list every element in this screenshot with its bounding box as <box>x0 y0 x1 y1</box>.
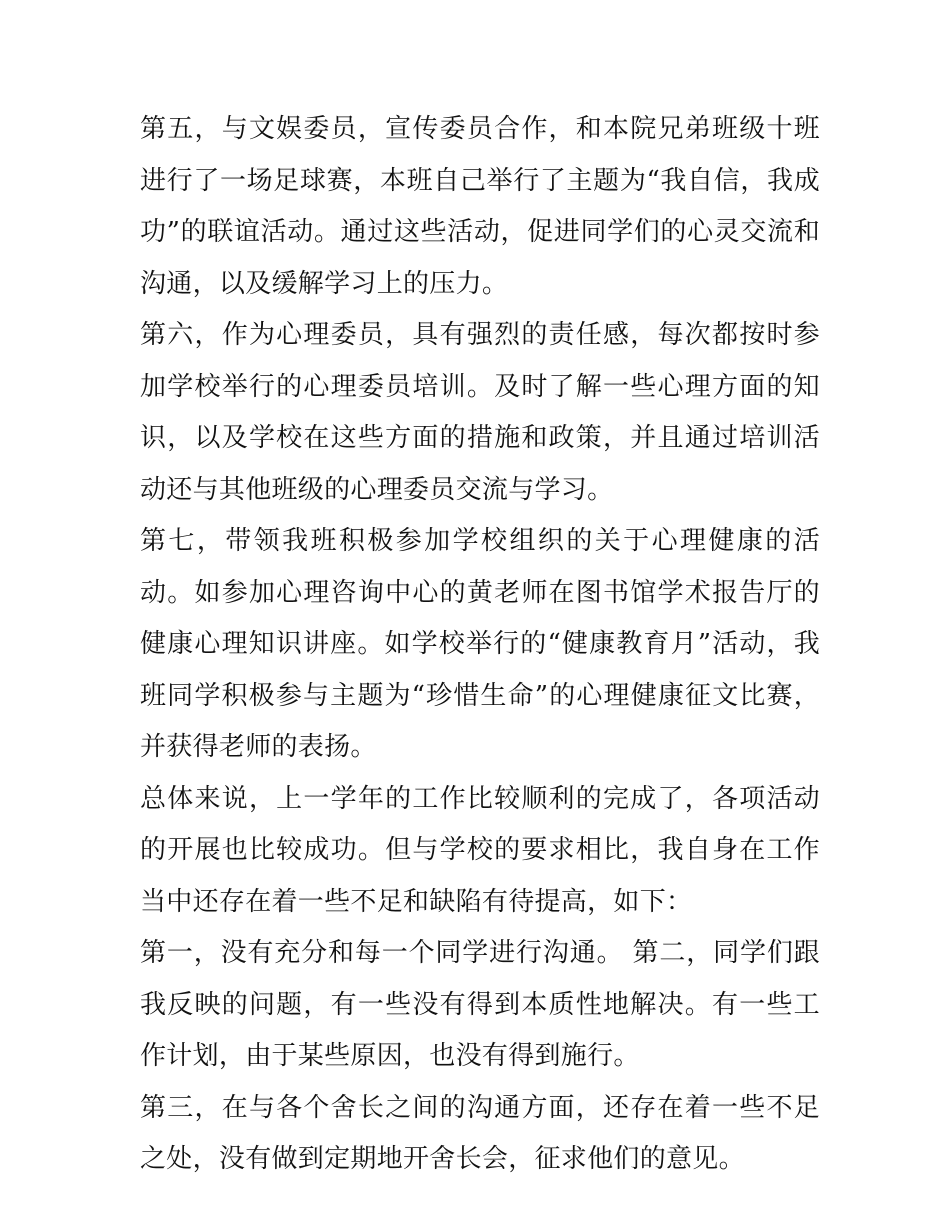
document-body <box>140 104 820 1186</box>
paragraph-shortcomings-one-two: 第一，没有充分和每一个同学进行沟通。 第二，同学们跟我反映的问题，有一些没有得到本质性地解决。有一些工作计划，由于某些原因，也没有得到施行。 <box>140 938 820 1071</box>
paragraph-seventh-point: 第七，带领我班积极参加学校组织的关于心理健康的活动。如参加心理咨询中心的黄老师在图书馆学术报告厅的健康心理知识讲座。如学校举行的“健康教育月”活动，我班同学积极参与主题为“珍惜生命”的心理健康征文比赛，并获得老师的表扬。 <box>140 526 820 762</box>
paragraph-sixth-point: 第六，作为心理委员，具有强烈的责任感，每次都按时参加学校举行的心理委员培训。及时了解一些心理方面的知识，以及学校在这些方面的措施和政策，并且通过培训活动还与其他班级的心理委员交流与学习。 <box>140 320 820 505</box>
paragraph-summary: 总体来说，上一学年的工作比较顺利的完成了，各项活动的开展也比较成功。但与学校的要求相比，我自身在工作当中还存在着一些不足和缺陷有待提高，如下： <box>140 783 820 917</box>
paragraph-fifth-point: 第五，与文娱委员，宣传委员合作，和本院兄弟班级十班进行了一场足球赛，本班自己举行了主题为“我自信，我成功”的联谊活动。通过这些活动，促进同学们的心灵交流和沟通，以及缓解学习上的压力。 <box>140 114 820 299</box>
paragraph-shortcoming-three: 第三，在与各个舍长之间的沟通方面，还存在着一些不足之处，没有做到定期地开舍长会，征求他们的意见。 <box>140 1092 820 1174</box>
